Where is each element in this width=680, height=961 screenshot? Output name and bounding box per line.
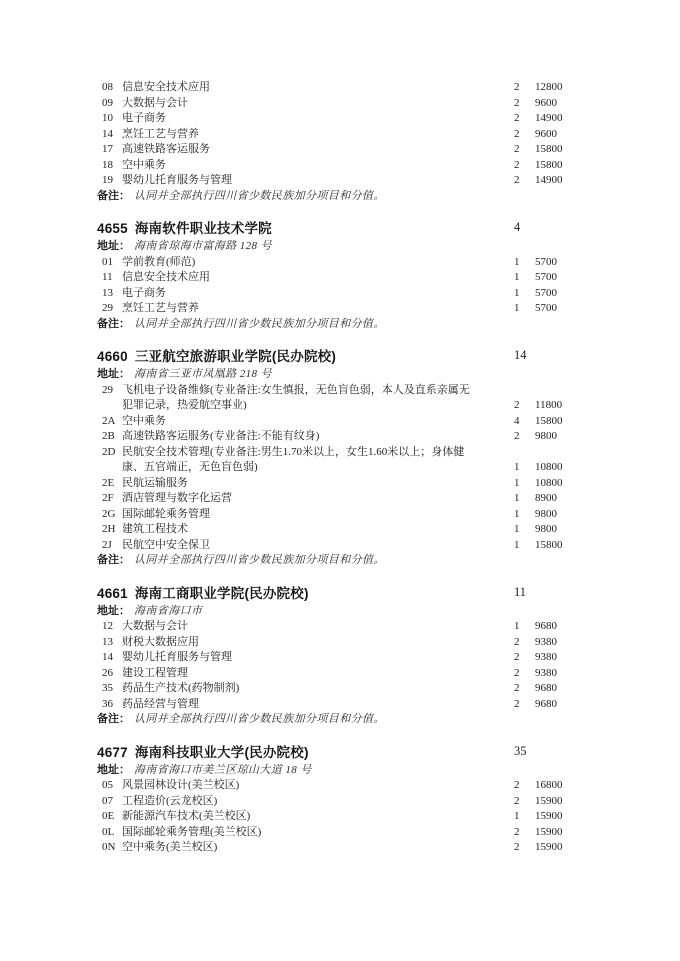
major-quota: 4: [514, 414, 520, 427]
major-quota: 2: [514, 841, 520, 853]
address-line: [97, 239, 583, 255]
address-line: [97, 763, 583, 779]
major-code: 13: [102, 635, 113, 648]
institution-code: 4660: [97, 349, 128, 364]
institution-name: 三亚航空旅游职业学院(民办院校): [134, 349, 337, 364]
major-fee: 15800: [535, 414, 563, 427]
institution-header: [97, 219, 583, 239]
address-label: 地址：: [97, 763, 130, 776]
major-code: 17: [102, 143, 113, 155]
major-quota: 1: [514, 255, 520, 268]
major-quota: 2: [514, 682, 520, 694]
major-quota: 1: [514, 492, 520, 504]
major-row: [97, 142, 583, 158]
major-name: 烹饪工艺与营养: [122, 302, 199, 314]
major-fee: 9680: [535, 620, 557, 632]
major-quota: 2: [514, 399, 520, 411]
note-label: 备注：: [97, 713, 130, 725]
major-fee: 9800: [535, 430, 557, 442]
note-text: 认同并全部执行四川省少数民族加分项目和分值。: [134, 713, 385, 725]
major-code: 36: [102, 697, 113, 710]
major-row: [97, 429, 583, 445]
major-name: 建筑工程技术: [122, 523, 188, 535]
major-quota: 2: [514, 779, 520, 791]
major-row: [97, 445, 583, 476]
major-code: 2E: [102, 476, 115, 489]
major-quota: 2: [514, 794, 520, 807]
major-fee: 9600: [535, 127, 557, 140]
major-row: [97, 127, 583, 143]
major-quota: 1: [514, 523, 520, 535]
major-name: 空中乘务: [122, 414, 166, 427]
major-name: 国际邮轮乘务管理: [122, 507, 210, 520]
major-name: 高速铁路客运服务(专业备注:不能有纹身): [122, 430, 320, 442]
institution-header: [97, 347, 583, 367]
note-text: 认同并全部执行四川省少数民族加分项目和分值。: [134, 317, 385, 330]
major-fee: 15900: [535, 810, 563, 822]
major-row: [97, 111, 583, 127]
major-name: 工程造价(云龙校区): [122, 794, 218, 807]
address-text: 海南省三亚市凤凰路 218 号: [134, 368, 272, 380]
major-quota: 1: [514, 538, 520, 551]
major-row: [97, 96, 583, 112]
note-line: [97, 553, 583, 569]
major-fee: 5700: [535, 286, 557, 299]
major-code: 13: [102, 286, 113, 299]
major-code: 0E: [102, 810, 115, 822]
major-row: [97, 270, 583, 286]
major-row: [97, 507, 583, 523]
major-quota: 2: [514, 825, 520, 838]
major-name: 大数据与会计: [122, 620, 188, 632]
major-rows: [97, 383, 583, 554]
major-fee: 9380: [535, 666, 557, 679]
major-fee: 5700: [535, 271, 557, 283]
address-text: 海南省琼海市富海路 128 号: [134, 240, 272, 252]
address-text: 海南省海口市美兰区琼山大道 18 号: [134, 763, 312, 776]
note-label: 备注：: [97, 554, 130, 566]
major-row: [97, 794, 583, 810]
major-quota: 2: [514, 174, 520, 186]
note-line: [97, 189, 583, 205]
major-quota: 2: [514, 158, 520, 171]
major-rows: [97, 619, 583, 712]
address-label: 地址：: [97, 240, 130, 252]
major-fee: 15900: [535, 825, 563, 838]
major-row: [97, 173, 583, 189]
institution-total-quota: 14: [514, 348, 527, 362]
major-code: 29: [102, 302, 113, 314]
major-code: 29: [102, 383, 113, 396]
major-name: 风景园林设计(美兰校区): [122, 779, 240, 791]
major-name: 电子商务: [122, 286, 166, 299]
major-row: [97, 778, 583, 794]
address-label: 地址：: [97, 368, 130, 380]
major-fee: 9600: [535, 96, 557, 109]
major-name: 婴幼儿托育服务与管理: [122, 174, 232, 186]
major-row: [97, 666, 583, 682]
major-fee: 14900: [535, 112, 563, 124]
institution-total-quota: 4: [514, 220, 521, 234]
major-name: 建设工程管理: [122, 666, 188, 679]
major-name: 信息安全技术应用: [122, 271, 210, 283]
institution-section: [97, 80, 583, 204]
major-code: 18: [102, 158, 113, 171]
major-fee: 9380: [535, 651, 557, 663]
major-quota: 2: [514, 112, 520, 124]
major-name: 民航安全技术管理(专业备注:男生1.70米以上，女生1.60米以上；身体健康、五官端正，无色盲色弱): [122, 445, 465, 473]
address-line: [97, 604, 583, 620]
institution-total-quota: 11: [514, 584, 527, 599]
institution-section: [97, 347, 583, 569]
major-quota: 1: [514, 476, 520, 489]
major-code: 01: [102, 255, 113, 268]
major-name: 学前教育(师范): [122, 255, 196, 268]
institution-section: [97, 743, 583, 856]
major-row: [97, 825, 583, 841]
major-code: 14: [102, 651, 113, 663]
major-name: 空中乘务(美兰校区): [122, 841, 218, 853]
major-quota: 1: [514, 271, 520, 283]
major-code: 2B: [102, 430, 115, 442]
major-fee: 10800: [535, 476, 563, 489]
major-fee: 14900: [535, 174, 563, 186]
major-fee: 15800: [535, 143, 563, 155]
major-rows: [97, 80, 583, 189]
major-code: 09: [102, 96, 113, 109]
major-name: 药品生产技术(药物制剂): [122, 682, 240, 694]
note-text: 认同并全部执行四川省少数民族加分项目和分值。: [134, 189, 385, 202]
major-code: 2H: [102, 523, 116, 535]
institution-name: 海南软件职业技术学院: [134, 221, 272, 236]
major-name: 国际邮轮乘务管理(美兰校区): [122, 825, 262, 838]
major-fee: 15900: [535, 841, 563, 853]
institution-code: 4677: [97, 744, 128, 760]
major-fee: 12800: [535, 81, 563, 93]
note-label: 备注：: [97, 317, 130, 330]
major-code: 07: [102, 794, 113, 807]
major-row: [97, 840, 583, 856]
major-fee: 5700: [535, 255, 557, 268]
major-row: [97, 301, 583, 317]
major-fee: 9380: [535, 635, 557, 648]
major-name: 电子商务: [122, 112, 166, 124]
major-name: 酒店管理与数字化运营: [122, 492, 232, 504]
institution-code: 4661: [97, 585, 128, 601]
major-row: [97, 619, 583, 635]
major-code: 0N: [102, 841, 116, 853]
note-label: 备注：: [97, 189, 130, 202]
major-quota: 2: [514, 651, 520, 663]
major-code: 2D: [102, 445, 116, 458]
institution-code: 4655: [97, 221, 128, 236]
major-row: [97, 635, 583, 651]
major-quota: 2: [514, 143, 520, 155]
major-code: 08: [102, 81, 113, 93]
institution-section: [97, 584, 583, 728]
major-code: 35: [102, 682, 113, 694]
major-name: 大数据与会计: [122, 96, 188, 109]
major-code: 2G: [102, 507, 116, 520]
major-row: [97, 476, 583, 492]
major-rows: [97, 778, 583, 856]
admission-list: [97, 80, 583, 856]
major-fee: 9680: [535, 682, 557, 694]
address-text: 海南省海口市: [134, 604, 203, 617]
institution-total-quota: 35: [514, 743, 527, 758]
major-fee: 9800: [535, 507, 557, 520]
major-quota: 2: [514, 96, 520, 109]
major-row: [97, 809, 583, 825]
major-rows: [97, 255, 583, 317]
major-name: 民航空中安全保卫: [122, 538, 210, 551]
major-row: [97, 414, 583, 430]
major-name: 高速铁路客运服务: [122, 143, 210, 155]
major-row: [97, 286, 583, 302]
major-quota: 2: [514, 697, 520, 710]
major-quota: 1: [514, 286, 520, 299]
institution-name: 海南科技职业大学(民办院校): [134, 744, 309, 760]
major-row: [97, 158, 583, 174]
major-code: 11: [102, 271, 113, 283]
major-code: 14: [102, 127, 113, 140]
major-quota: 1: [514, 810, 520, 822]
major-fee: 16800: [535, 779, 563, 791]
major-row: [97, 681, 583, 697]
major-row: [97, 80, 583, 96]
major-name: 烹饪工艺与营养: [122, 127, 199, 140]
major-code: 12: [102, 620, 113, 632]
major-row: [97, 255, 583, 271]
major-name: 新能源汽车技术(美兰校区): [122, 810, 251, 822]
note-line: [97, 712, 583, 728]
major-fee: 5700: [535, 302, 557, 314]
major-code: 05: [102, 779, 113, 791]
major-code: 2F: [102, 492, 114, 504]
note-text: 认同并全部执行四川省少数民族加分项目和分值。: [134, 554, 385, 566]
major-fee: 9680: [535, 697, 557, 710]
major-name: 婴幼儿托育服务与管理: [122, 651, 232, 663]
major-code: 2J: [102, 538, 112, 551]
major-row: [97, 650, 583, 666]
major-quota: 1: [514, 507, 520, 520]
major-quota: 1: [514, 620, 520, 632]
major-quota: 2: [514, 635, 520, 648]
institution-header: [97, 743, 583, 763]
major-fee: 15900: [535, 794, 563, 807]
institution-name: 海南工商职业学院(民办院校): [134, 585, 309, 601]
major-row: [97, 522, 583, 538]
major-name: 飞机电子设备维修(专业备注:女生慎报，无色盲色弱，本人及直系亲属无犯罪记录，热爱航空事业): [122, 383, 470, 411]
institution-header: [97, 584, 583, 604]
major-quota: 2: [514, 666, 520, 679]
institution-section: [97, 219, 583, 332]
major-code: 26: [102, 666, 113, 679]
major-row: [97, 491, 583, 507]
major-code: 10: [102, 112, 113, 124]
major-name: 财税大数据应用: [122, 635, 199, 648]
major-name: 信息安全技术应用: [122, 81, 210, 93]
address-label: 地址：: [97, 604, 130, 617]
major-quota: 1: [514, 461, 520, 473]
major-quota: 2: [514, 81, 520, 93]
address-line: [97, 367, 583, 383]
note-line: [97, 317, 583, 333]
major-fee: 8900: [535, 492, 557, 504]
major-fee: 11800: [535, 399, 563, 411]
major-fee: 15800: [535, 538, 563, 551]
major-row: [97, 697, 583, 713]
major-fee: 9800: [535, 523, 557, 535]
major-name: 民航运输服务: [122, 476, 188, 489]
major-name: 空中乘务: [122, 158, 166, 171]
major-name: 药品经营与管理: [122, 697, 199, 710]
major-code: 2A: [102, 414, 116, 427]
major-quota: 2: [514, 127, 520, 140]
major-row: [97, 383, 583, 414]
major-code: 0L: [102, 825, 115, 838]
major-fee: 15800: [535, 158, 563, 171]
major-quota: 1: [514, 302, 520, 314]
major-row: [97, 538, 583, 554]
major-quota: 2: [514, 430, 520, 442]
major-fee: 10800: [535, 461, 563, 473]
major-code: 19: [102, 174, 113, 186]
